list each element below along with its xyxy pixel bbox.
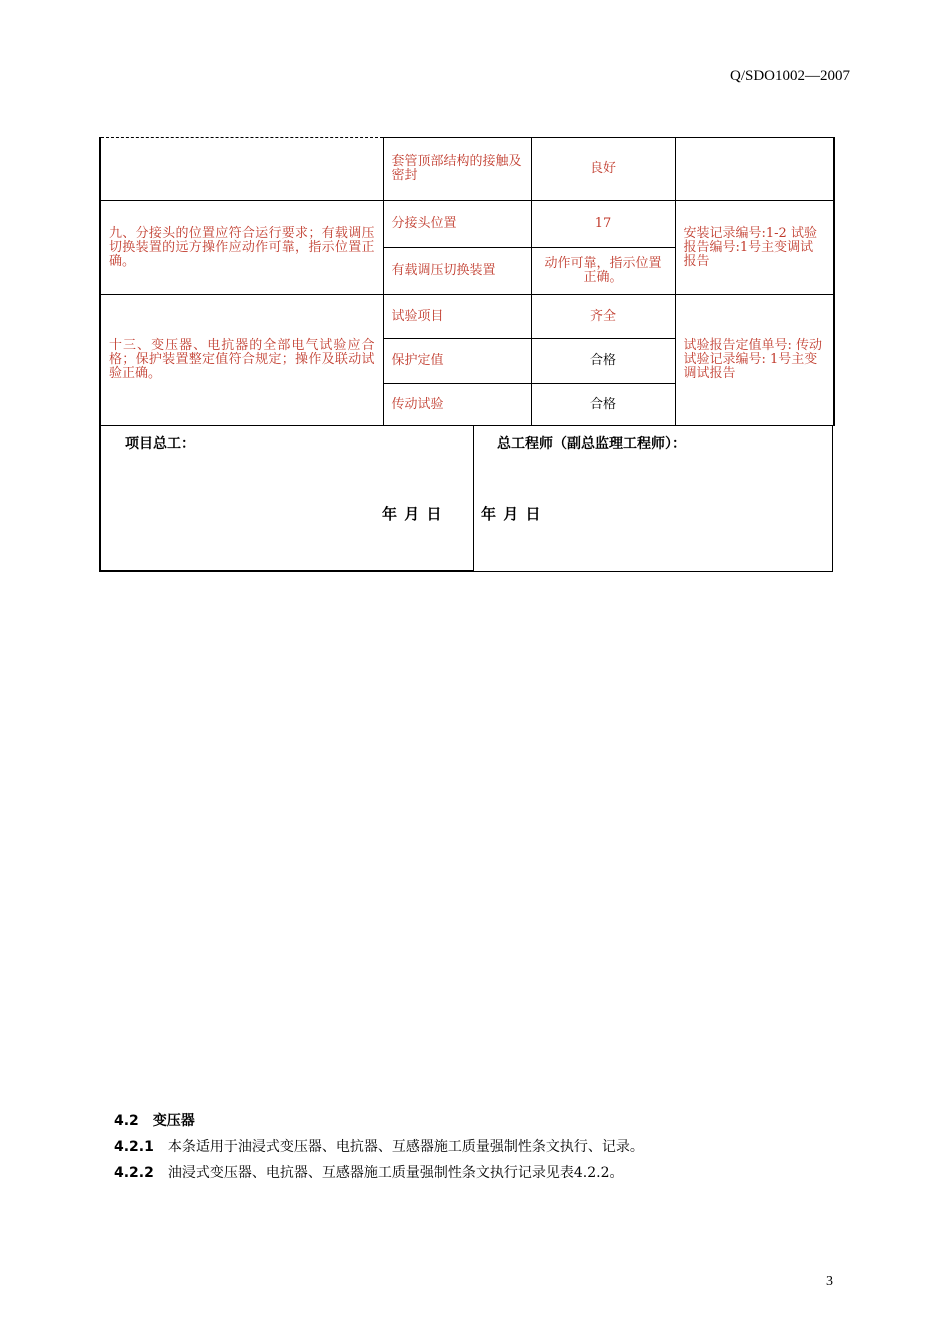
table-row bbox=[100, 201, 834, 248]
project-chief-date: 年 月 日 bbox=[382, 505, 443, 523]
item-cell: 分接头位置 bbox=[383, 201, 531, 248]
document-code: Q/SDO1002—2007 bbox=[729, 68, 850, 84]
record-table bbox=[99, 137, 835, 426]
chief-engineer-date: 年 月 日 bbox=[481, 505, 542, 523]
signoff-block bbox=[99, 425, 834, 572]
note-cell: 试验报告定值单号: 传动试验记录编号: 1号主变调试报告 bbox=[675, 295, 834, 426]
result-cell: 动作可靠，指示位置正确。 bbox=[531, 248, 675, 295]
clause bbox=[114, 1136, 644, 1156]
page-number: 3 bbox=[826, 1274, 833, 1289]
clause-text: 本条适用于油浸式变压器、电抗器、互感器施工质量强制性条文执行、记录。 bbox=[167, 1139, 644, 1155]
section-heading bbox=[114, 1110, 195, 1130]
project-chief-box bbox=[99, 425, 474, 572]
table-row bbox=[100, 295, 834, 339]
clause-text: 油浸式变压器、电抗器、互感器施工质量强制性条文执行记录见表4.2.2。 bbox=[167, 1165, 624, 1181]
result-cell: 17 bbox=[531, 201, 675, 248]
condition-cell: 十三、变压器、电抗器的全部电气试验应合格；保护装置整定值符合规定；操作及联动试验正确。 bbox=[100, 295, 383, 426]
clause-number: 4.2.2 bbox=[114, 1165, 154, 1181]
item-cell: 有载调压切换装置 bbox=[383, 248, 531, 295]
item-cell: 套管顶部结构的接触及密封 bbox=[383, 138, 531, 201]
table-row bbox=[100, 138, 834, 201]
section-number: 4.2 bbox=[114, 1113, 139, 1129]
section-title: 变压器 bbox=[152, 1113, 195, 1129]
condition-cell bbox=[100, 138, 383, 201]
result-cell: 齐全 bbox=[531, 295, 675, 339]
clause bbox=[114, 1162, 624, 1182]
result-cell: 合格 bbox=[531, 339, 675, 384]
item-cell: 传动试验 bbox=[383, 384, 531, 426]
clause-number: 4.2.1 bbox=[114, 1139, 154, 1155]
result-cell: 良好 bbox=[531, 138, 675, 201]
note-cell bbox=[675, 138, 834, 201]
project-chief-label: 项目总工： bbox=[125, 436, 195, 452]
chief-engineer-label: 总工程师（副总监理工程师）： bbox=[497, 436, 686, 452]
chief-engineer-box bbox=[473, 425, 833, 572]
note-cell: 安装记录编号:1-2 试验报告编号:1号主变调试报告 bbox=[675, 201, 834, 295]
result-cell: 合格 bbox=[531, 384, 675, 426]
condition-cell: 九、分接头的位置应符合运行要求；有载调压切换装置的远方操作应动作可靠，指示位置正确。 bbox=[100, 201, 383, 295]
item-cell: 试验项目 bbox=[383, 295, 531, 339]
item-cell: 保护定值 bbox=[383, 339, 531, 384]
